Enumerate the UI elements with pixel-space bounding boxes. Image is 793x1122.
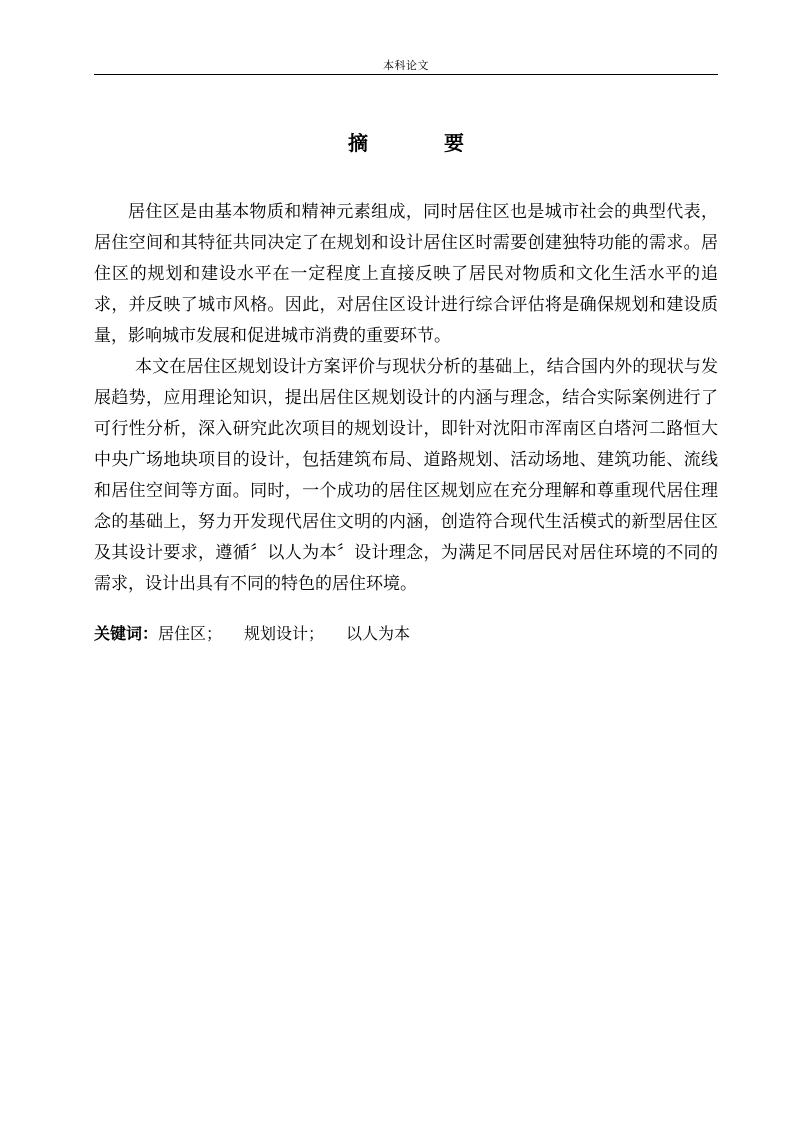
- keyword-item: 居住区；: [158, 624, 223, 643]
- keywords-label: 关键词：: [94, 624, 159, 643]
- keyword-item: 规划设计；: [244, 624, 325, 643]
- abstract-title: 摘 要: [348, 131, 492, 155]
- abstract-body: [94, 197, 718, 600]
- abstract-paragraph-2: 本文在居住区规划设计方案评价与现状分析的基础上，结合国内外的现状与发展趋势，应用理论知识，提出居住区规划设计的内涵与理念，结合实际案例进行了可行性分析，深入研究此次项目的规划设计，即针对沈阳市浑南区白塔河二路恒大中央广场地块项目的设计，包括建筑布局、道路规划、活动场地、建筑功能、流线和居住空间等方面。同时，一个成功的居住区规划应在充分理解和尊重现代居住理念的基础上，努力开发现代居住文明的内涵，创造符合现代生活模式的新型居住区及其设计要求，遵循〞以人为本〞设计理念，为满足不同居民对居住环境的不同的需求，设计出具有不同的特色的居住环境。: [94, 357, 718, 594]
- abstract-paragraph-1: 居住区是由基本物质和精神元素组成，同时居住区也是城市社会的典型代表，居住空间和其特征共同决定了在规划和设计居住区时需要创建独特功能的需求。居住区的规划和建设水平在一定程度上直接反映了居民对物质和文化生活水平的追求，并反映了城市风格。因此，对居住区设计进行综合评估将是确保规划和建设质量，影响城市发展和促进城市消费的重要环节。: [94, 202, 718, 346]
- keywords-line: [94, 619, 718, 649]
- running-title: 本科论文: [383, 59, 429, 72]
- page-header: [94, 54, 718, 75]
- keyword-item: 以人为本: [346, 624, 411, 643]
